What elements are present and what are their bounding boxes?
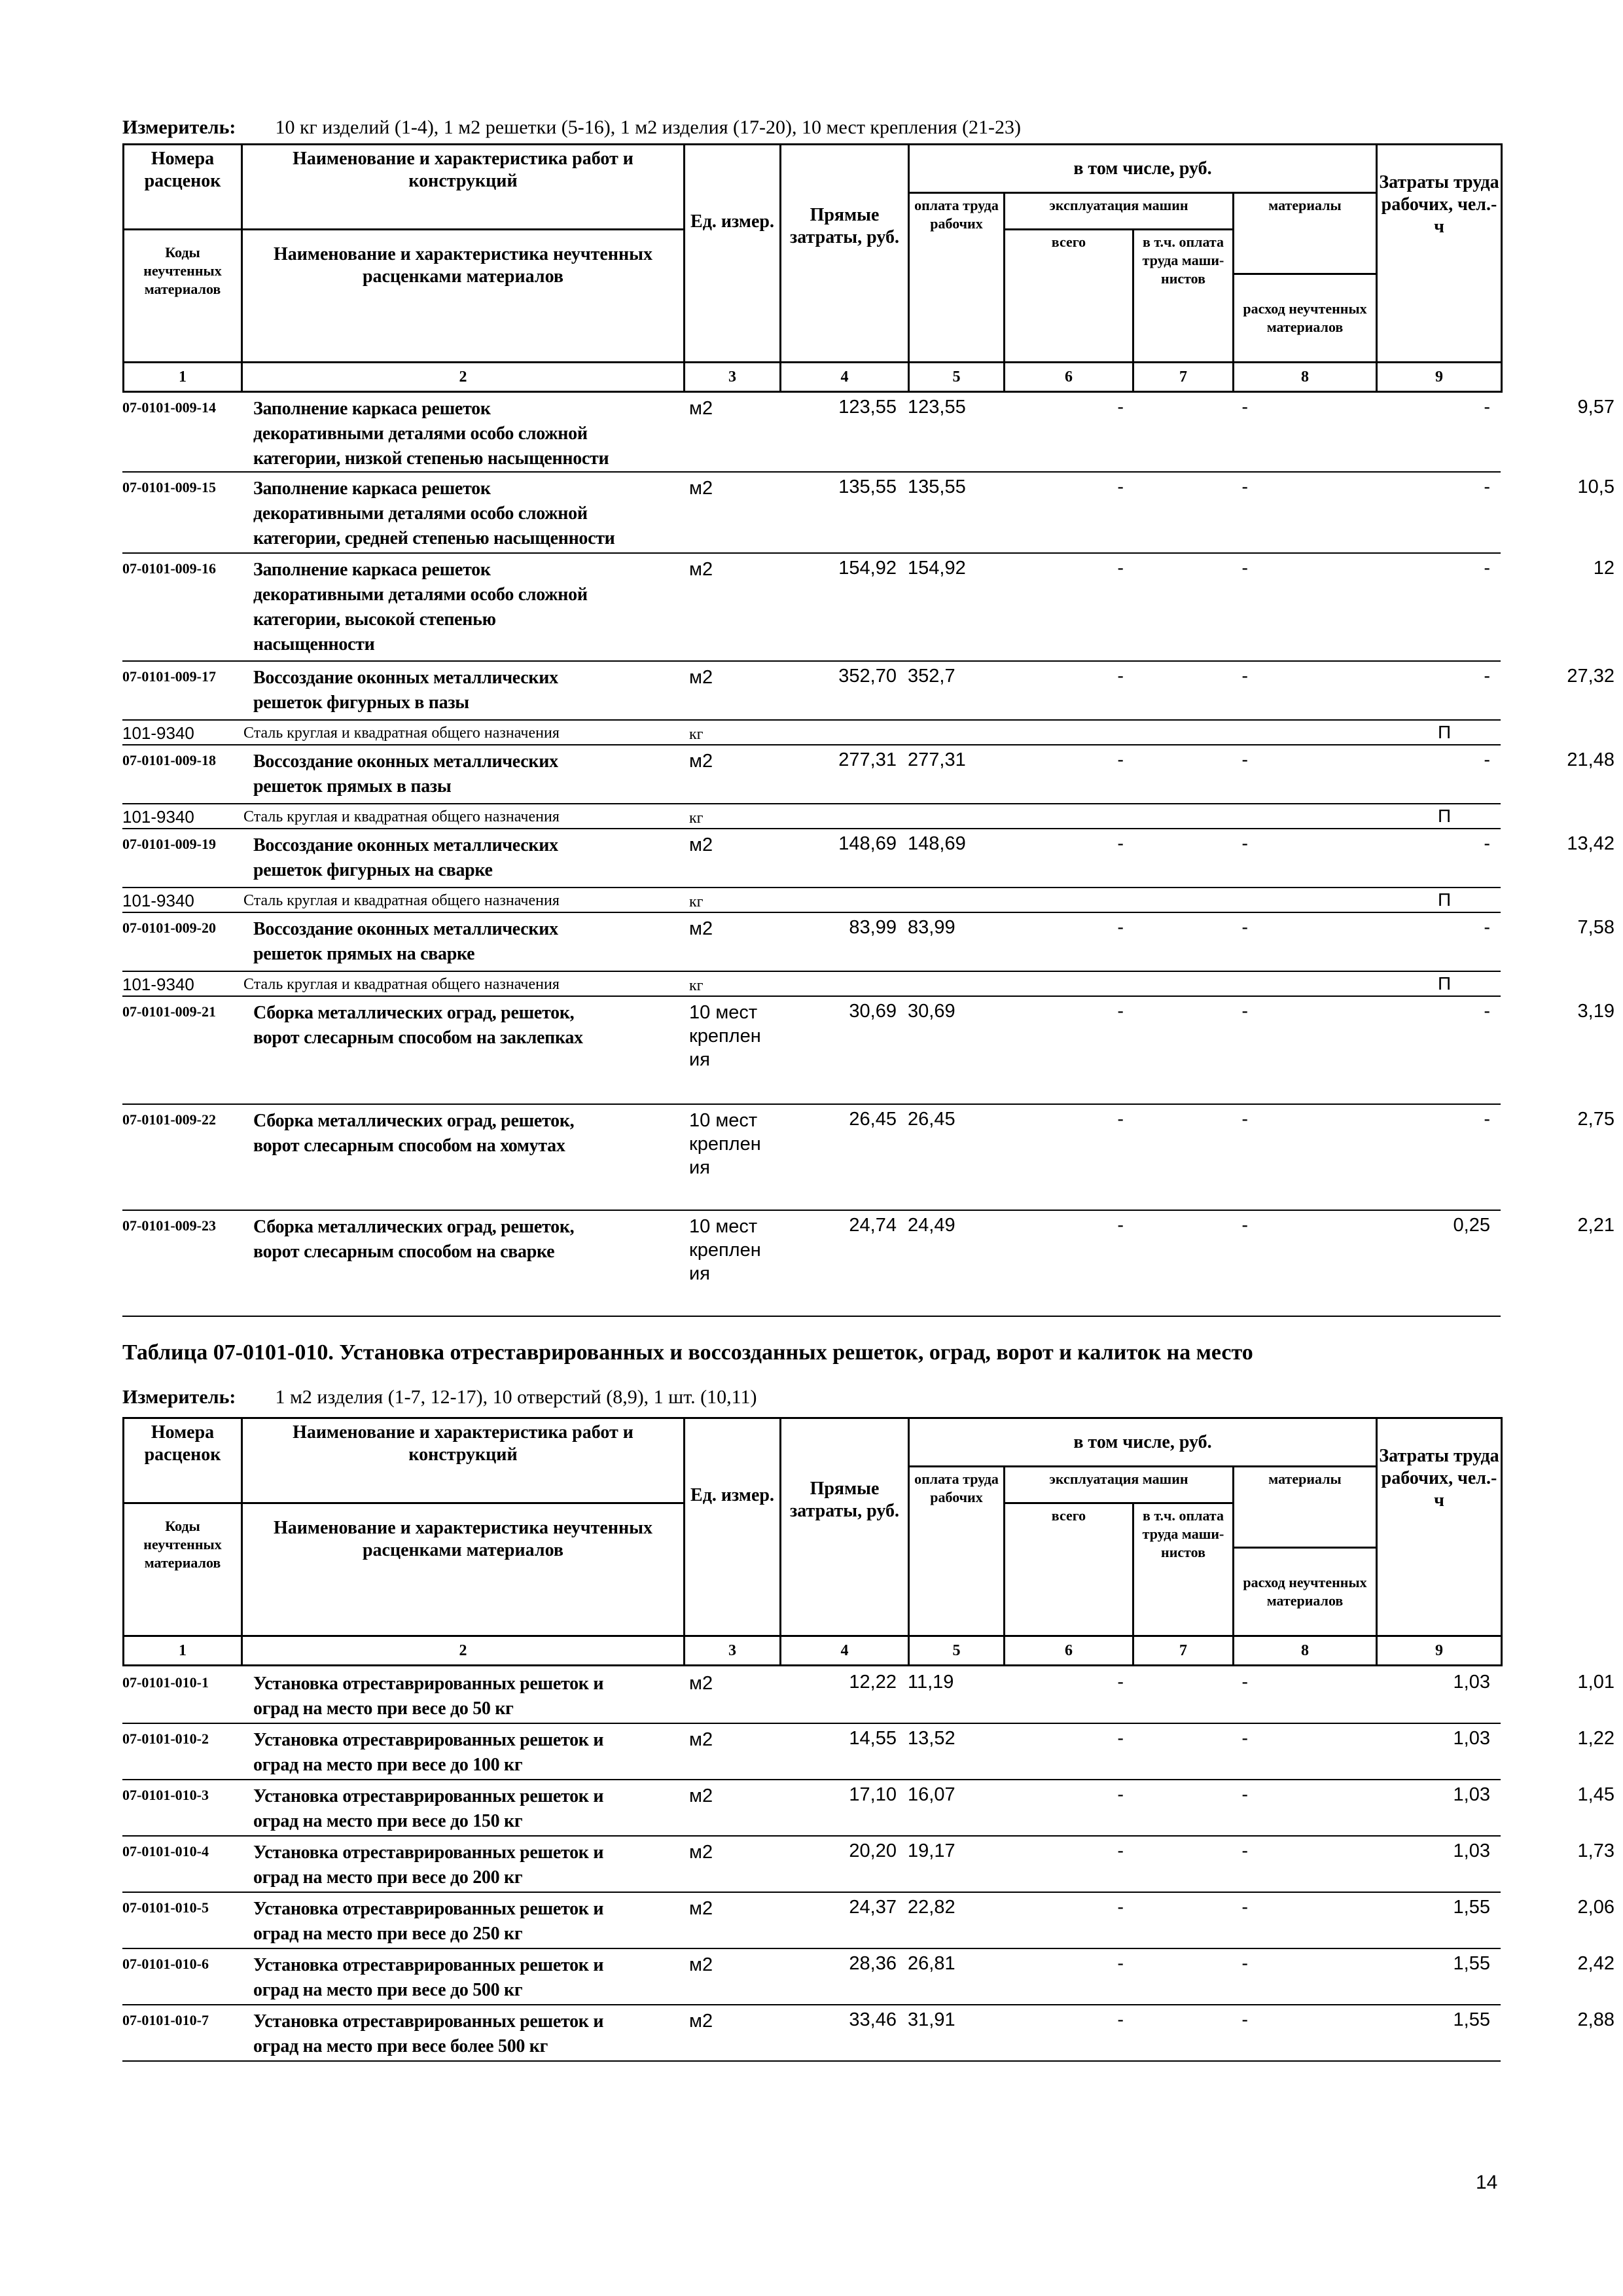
machine-operation-total: -: [1117, 1728, 1124, 1749]
labor-hours: 21,48: [1567, 749, 1614, 770]
table1-measure: [122, 117, 1021, 139]
unit: м2: [689, 2011, 713, 2032]
column-number: 2: [242, 363, 685, 392]
work-description: Установка отреставрированных решеток и оград на место при весе до 200 кг: [253, 1842, 604, 1888]
material-row: [122, 804, 1501, 829]
machine-operation-total: -: [1117, 1953, 1124, 1974]
worker-wages: 24,49: [908, 1215, 955, 1236]
material-unit: кг: [689, 893, 704, 910]
material-description: Сталь круглая и квадратная общего назначения: [243, 808, 560, 825]
worker-wages: 277,31: [908, 749, 966, 770]
materials: 1,55: [1453, 1953, 1490, 1974]
unit: м2: [689, 1842, 713, 1863]
table-header: [122, 1417, 1503, 1666]
header-materials: материалы: [1234, 1467, 1377, 1548]
direct-costs: 123,55: [838, 397, 897, 418]
table-row: [122, 1893, 1614, 1949]
unit: 10 мест креплен ия: [689, 1110, 761, 1178]
column-number: 7: [1133, 1636, 1234, 1666]
machine-operation-total: -: [1117, 1215, 1124, 1236]
material-description: Сталь круглая и квадратная общего назначения: [243, 976, 560, 993]
materials: 0,25: [1453, 1215, 1490, 1236]
header-material-use: расход неучтенных материалов: [1234, 274, 1377, 363]
table-row: [122, 829, 1614, 888]
column-number: 8: [1234, 1636, 1377, 1666]
work-description: Сборка металлических оград, решеток, ворот слесарным способом на хомутах: [253, 1111, 575, 1156]
materials: -: [1484, 476, 1490, 497]
worker-wages: 26,81: [908, 1953, 955, 1974]
worker-wages: 135,55: [908, 476, 966, 497]
header-name: Наименование и характеристика работ и конструкций: [242, 1418, 685, 1503]
unit: м2: [689, 1954, 713, 1975]
labor-hours: 2,88: [1577, 2009, 1614, 2030]
direct-costs: 277,31: [838, 749, 897, 770]
rate-code: 07-0101-009-19: [122, 836, 216, 852]
column-number: 6: [1005, 1636, 1133, 1666]
labor-hours: 2,42: [1577, 1953, 1614, 1974]
table2-title: Таблица 07-0101-010. Установка отреставрированных и воссозданных решеток, оград, ворот и калиток на место: [122, 1340, 1253, 1365]
materials: -: [1484, 397, 1490, 418]
material-unit: кг: [689, 977, 704, 994]
machine-operation-total: -: [1117, 1840, 1124, 1861]
material-code: 101-9340: [122, 723, 194, 743]
column-number: 2: [242, 1636, 685, 1666]
machinist-wages: -: [1241, 666, 1248, 687]
machine-operation-total: -: [1117, 1897, 1124, 1918]
machinist-wages: -: [1241, 1001, 1248, 1022]
unit: м2: [689, 1673, 713, 1694]
work-description: Установка отреставрированных решеток и оград на место при весе до 500 кг: [253, 1955, 604, 2000]
labor-hours: 12: [1593, 558, 1614, 579]
work-description: Установка отреставрированных решеток и оград на место при весе до 50 кг: [253, 1674, 604, 1719]
machine-operation-total: -: [1117, 1784, 1124, 1805]
header-labor-cost: Затраты труда рабочих, чел.-ч: [1377, 1418, 1502, 1636]
rate-code: 07-0101-009-14: [122, 399, 216, 416]
header-unit: Ед. измер.: [685, 145, 781, 363]
table-row: [122, 997, 1614, 1105]
work-description: Воссоздание оконных металлических решеток прямых на сварке: [253, 919, 558, 964]
material-row: [122, 972, 1501, 997]
material-description: Сталь круглая и квадратная общего назначения: [243, 892, 560, 909]
table2-body: [122, 1668, 1614, 2062]
labor-hours: 1,22: [1577, 1728, 1614, 1749]
machinist-wages: -: [1241, 558, 1248, 579]
table-row: [122, 2005, 1614, 2062]
unit: м2: [689, 751, 713, 772]
table-row: [122, 1105, 1614, 1211]
direct-costs: 135,55: [838, 476, 897, 497]
table-row: [122, 1949, 1614, 2005]
rate-code: 07-0101-010-5: [122, 1899, 209, 1916]
machinist-wages: -: [1241, 1728, 1248, 1749]
worker-wages: 22,82: [908, 1897, 955, 1918]
rate-code: 07-0101-010-1: [122, 1674, 209, 1691]
worker-wages: 83,99: [908, 917, 955, 938]
work-description: Воссоздание оконных металлических решеток прямых в пазы: [253, 751, 558, 797]
materials: 1,03: [1453, 1672, 1490, 1693]
material-row: [122, 888, 1501, 913]
worker-wages: 26,45: [908, 1109, 955, 1130]
header-numbers: Номера расценок: [124, 1418, 242, 1503]
unit: м2: [689, 1729, 713, 1750]
table-row: [122, 1211, 1614, 1317]
machinist-wages: -: [1241, 1840, 1248, 1861]
work-description: Установка отреставрированных решеток и оград на место при весе более 500 кг: [253, 2011, 604, 2056]
direct-costs: 154,92: [838, 558, 897, 579]
labor-hours: 2,75: [1577, 1109, 1614, 1130]
direct-costs: 14,55: [849, 1728, 897, 1749]
worker-wages: 11,19: [908, 1672, 954, 1693]
labor-hours: 13,42: [1567, 833, 1614, 854]
labor-hours: 2,21: [1577, 1215, 1614, 1236]
machine-operation-total: -: [1117, 749, 1124, 770]
machinist-wages: -: [1241, 749, 1248, 770]
rate-code: 07-0101-009-21: [122, 1003, 216, 1020]
header-codes: Коды неучтенных материалов: [124, 1503, 242, 1636]
unit: м2: [689, 918, 713, 939]
materials: -: [1484, 666, 1490, 687]
header-name: Наименование и характеристика работ и конструкций: [242, 145, 685, 230]
worker-wages: 16,07: [908, 1784, 955, 1805]
direct-costs: 83,99: [849, 917, 897, 938]
worker-wages: 30,69: [908, 1001, 955, 1022]
direct-costs: 26,45: [849, 1109, 897, 1130]
column-number: 5: [909, 1636, 1005, 1666]
direct-costs: 30,69: [849, 1001, 897, 1022]
measure-text: 1 м2 изделия (1-7, 12-17), 10 отверстий (8,9), 1 шт. (10,11): [275, 1386, 757, 1408]
labor-hours: 1,73: [1577, 1840, 1614, 1861]
material-code: 101-9340: [122, 891, 194, 910]
column-number: 3: [685, 1636, 781, 1666]
header-machines: эксплуатация машин: [1005, 1467, 1234, 1503]
header-including: в том числе, руб.: [909, 1418, 1377, 1467]
rate-code: 07-0101-009-16: [122, 560, 216, 577]
column-number: 5: [909, 363, 1005, 392]
materials: 1,55: [1453, 2009, 1490, 2030]
unit: м2: [689, 398, 713, 419]
machinist-wages: -: [1241, 917, 1248, 938]
table1-body: [122, 393, 1614, 1317]
unit: 10 мест креплен ия: [689, 1216, 761, 1284]
material-code: 101-9340: [122, 807, 194, 827]
machine-operation-total: -: [1117, 2009, 1124, 2030]
machinist-wages: -: [1241, 1784, 1248, 1805]
machinist-wages: -: [1241, 397, 1248, 418]
header-labor-cost: Затраты труда рабочих, чел.-ч: [1377, 145, 1502, 363]
unit: м2: [689, 478, 713, 499]
header-codes: Коды неучтенных материалов: [124, 230, 242, 363]
work-description: Установка отреставрированных решеток и оград на место при весе до 100 кг: [253, 1730, 604, 1775]
header-material-use: расход неучтенных материалов: [1234, 1548, 1377, 1636]
table-row: [122, 1837, 1614, 1893]
unit: м2: [689, 1898, 713, 1919]
column-number: 3: [685, 363, 781, 392]
unit: м2: [689, 667, 713, 688]
rate-code: 07-0101-010-3: [122, 1787, 209, 1803]
direct-costs: 28,36: [849, 1953, 897, 1974]
rate-code: 07-0101-010-2: [122, 1731, 209, 1747]
machinist-wages: -: [1241, 2009, 1248, 2030]
table-header: [122, 143, 1503, 393]
machine-operation-total: -: [1117, 1001, 1124, 1022]
machine-operation-total: -: [1117, 917, 1124, 938]
direct-costs: 24,37: [849, 1897, 897, 1918]
materials: -: [1484, 1001, 1490, 1022]
unit: м2: [689, 559, 713, 580]
work-description: Установка отреставрированных решеток и оград на место при весе до 150 кг: [253, 1786, 604, 1831]
worker-wages: 123,55: [908, 397, 966, 418]
rate-code: 07-0101-009-22: [122, 1111, 216, 1128]
worker-wages: 31,91: [908, 2009, 955, 2030]
header-wages: оплата труда рабочих: [909, 1467, 1005, 1636]
worker-wages: 19,17: [908, 1840, 955, 1861]
header-wages: оплата труда рабочих: [909, 193, 1005, 363]
header-including: в том числе, руб.: [909, 145, 1377, 193]
machinist-wages: -: [1241, 1109, 1248, 1130]
table-row: [122, 1780, 1614, 1837]
rate-code: 07-0101-009-17: [122, 668, 216, 685]
materials: -: [1484, 749, 1490, 770]
labor-hours: 9,57: [1577, 397, 1614, 418]
materials: -: [1484, 558, 1490, 579]
header-machinist-wages: в т.ч. оплата труда маши-нистов: [1133, 1503, 1234, 1636]
worker-wages: 148,69: [908, 833, 966, 854]
materials: 1,03: [1453, 1784, 1490, 1805]
measure-label: Измеритель:: [122, 117, 236, 138]
table-row: [122, 662, 1614, 721]
table-row: [122, 913, 1614, 972]
materials: -: [1484, 1109, 1490, 1130]
machine-operation-total: -: [1117, 558, 1124, 579]
machine-operation-total: -: [1117, 1672, 1124, 1693]
material-unit: кг: [689, 810, 704, 827]
machine-operation-total: -: [1117, 833, 1124, 854]
header-machinist-wages: в т.ч. оплата труда маши-нистов: [1133, 230, 1234, 363]
table-row: [122, 554, 1614, 662]
work-description: Воссоздание оконных металлических решеток фигурных на сварке: [253, 835, 558, 880]
rate-code: 07-0101-010-4: [122, 1843, 209, 1859]
worker-wages: 13,52: [908, 1728, 955, 1749]
table-row: [122, 1724, 1614, 1780]
materials: -: [1484, 917, 1490, 938]
header-machines: эксплуатация машин: [1005, 193, 1234, 230]
header-numbers: Номера расценок: [124, 145, 242, 230]
labor-hours: 2,06: [1577, 1897, 1614, 1918]
materials: 1,03: [1453, 1840, 1490, 1861]
labor-hours: 7,58: [1577, 917, 1614, 938]
machinist-wages: -: [1241, 1215, 1248, 1236]
header-unit: Ед. измер.: [685, 1418, 781, 1636]
labor-hours: 27,32: [1567, 666, 1614, 687]
direct-costs: 24,74: [849, 1215, 897, 1236]
header-total: всего: [1005, 1503, 1133, 1636]
material-flag: П: [1438, 889, 1452, 910]
material-code: 101-9340: [122, 975, 194, 994]
rate-code: 07-0101-010-6: [122, 1956, 209, 1972]
page-number: 14: [1476, 2172, 1498, 2193]
rate-code: 07-0101-009-20: [122, 920, 216, 936]
column-number: 8: [1234, 363, 1377, 392]
rate-code: 07-0101-009-18: [122, 752, 216, 768]
work-description: Сборка металлических оград, решеток, ворот слесарным способом на сварке: [253, 1217, 575, 1262]
rate-code: 07-0101-009-15: [122, 479, 216, 495]
header-direct-costs: Прямые затраты, руб.: [781, 1418, 909, 1636]
column-number: 1: [124, 1636, 242, 1666]
column-number: 9: [1377, 1636, 1502, 1666]
header-total: всего: [1005, 230, 1133, 363]
table-row: [122, 393, 1614, 473]
machine-operation-total: -: [1117, 1109, 1124, 1130]
work-description: Заполнение каркаса решеток декоративными деталями особо сложной категории, средней степенью насыщенности: [253, 478, 615, 548]
direct-costs: 352,70: [838, 666, 897, 687]
unit: 10 мест креплен ия: [689, 1002, 761, 1070]
machinist-wages: -: [1241, 1897, 1248, 1918]
column-number: 4: [781, 1636, 909, 1666]
table-row: [122, 745, 1614, 804]
material-unit: кг: [689, 726, 704, 743]
labor-hours: 1,45: [1577, 1784, 1614, 1805]
worker-wages: 352,7: [908, 666, 955, 687]
machine-operation-total: -: [1117, 476, 1124, 497]
machinist-wages: -: [1241, 1672, 1248, 1693]
measure-label: Измеритель:: [122, 1386, 236, 1408]
work-description: Воссоздание оконных металлических решеток фигурных в пазы: [253, 668, 558, 713]
material-flag: П: [1438, 722, 1452, 742]
header-materials: материалы: [1234, 193, 1377, 274]
unit: м2: [689, 834, 713, 855]
machine-operation-total: -: [1117, 397, 1124, 418]
direct-costs: 148,69: [838, 833, 897, 854]
header-material-name: Наименование и характеристика неучтенных расценками материалов: [242, 1503, 685, 1636]
rate-code: 07-0101-009-23: [122, 1217, 216, 1234]
unit: м2: [689, 1785, 713, 1806]
machine-operation-total: -: [1117, 666, 1124, 687]
direct-costs: 20,20: [849, 1840, 897, 1861]
table-row: [122, 473, 1614, 554]
work-description: Заполнение каркаса решеток декоративными деталями особо сложной категории, низкой степенью насыщенности: [253, 399, 609, 469]
direct-costs: 12,22: [849, 1672, 897, 1693]
column-number: 4: [781, 363, 909, 392]
labor-hours: 10,5: [1577, 476, 1614, 497]
work-description: Заполнение каркаса решеток декоративными деталями особо сложной категории, высокой степенью насыщенности: [253, 560, 588, 655]
work-description: Установка отреставрированных решеток и оград на место при весе до 250 кг: [253, 1899, 604, 1944]
header-direct-costs: Прямые затраты, руб.: [781, 145, 909, 363]
worker-wages: 154,92: [908, 558, 966, 579]
table2-measure: [122, 1386, 757, 1408]
material-flag: П: [1438, 973, 1452, 994]
column-number: 9: [1377, 363, 1502, 392]
column-number: 6: [1005, 363, 1133, 392]
rate-code: 07-0101-010-7: [122, 2012, 209, 2028]
machinist-wages: -: [1241, 833, 1248, 854]
labor-hours: 3,19: [1577, 1001, 1614, 1022]
header-material-name: Наименование и характеристика неучтенных расценками материалов: [242, 230, 685, 363]
materials: -: [1484, 833, 1490, 854]
column-number: 7: [1133, 363, 1234, 392]
machinist-wages: -: [1241, 476, 1248, 497]
materials: 1,55: [1453, 1897, 1490, 1918]
material-description: Сталь круглая и квадратная общего назначения: [243, 725, 560, 742]
direct-costs: 33,46: [849, 2009, 897, 2030]
labor-hours: 1,01: [1577, 1672, 1614, 1693]
measure-text: 10 кг изделий (1-4), 1 м2 решетки (5-16), 1 м2 изделия (17-20), 10 мест крепления (21-23): [275, 117, 1022, 138]
table-row: [122, 1668, 1614, 1724]
work-description: Сборка металлических оград, решеток, ворот слесарным способом на заклепках: [253, 1003, 583, 1048]
column-number: 1: [124, 363, 242, 392]
machinist-wages: -: [1241, 1953, 1248, 1974]
material-row: [122, 721, 1501, 745]
materials: 1,03: [1453, 1728, 1490, 1749]
material-flag: П: [1438, 806, 1452, 826]
direct-costs: 17,10: [849, 1784, 897, 1805]
